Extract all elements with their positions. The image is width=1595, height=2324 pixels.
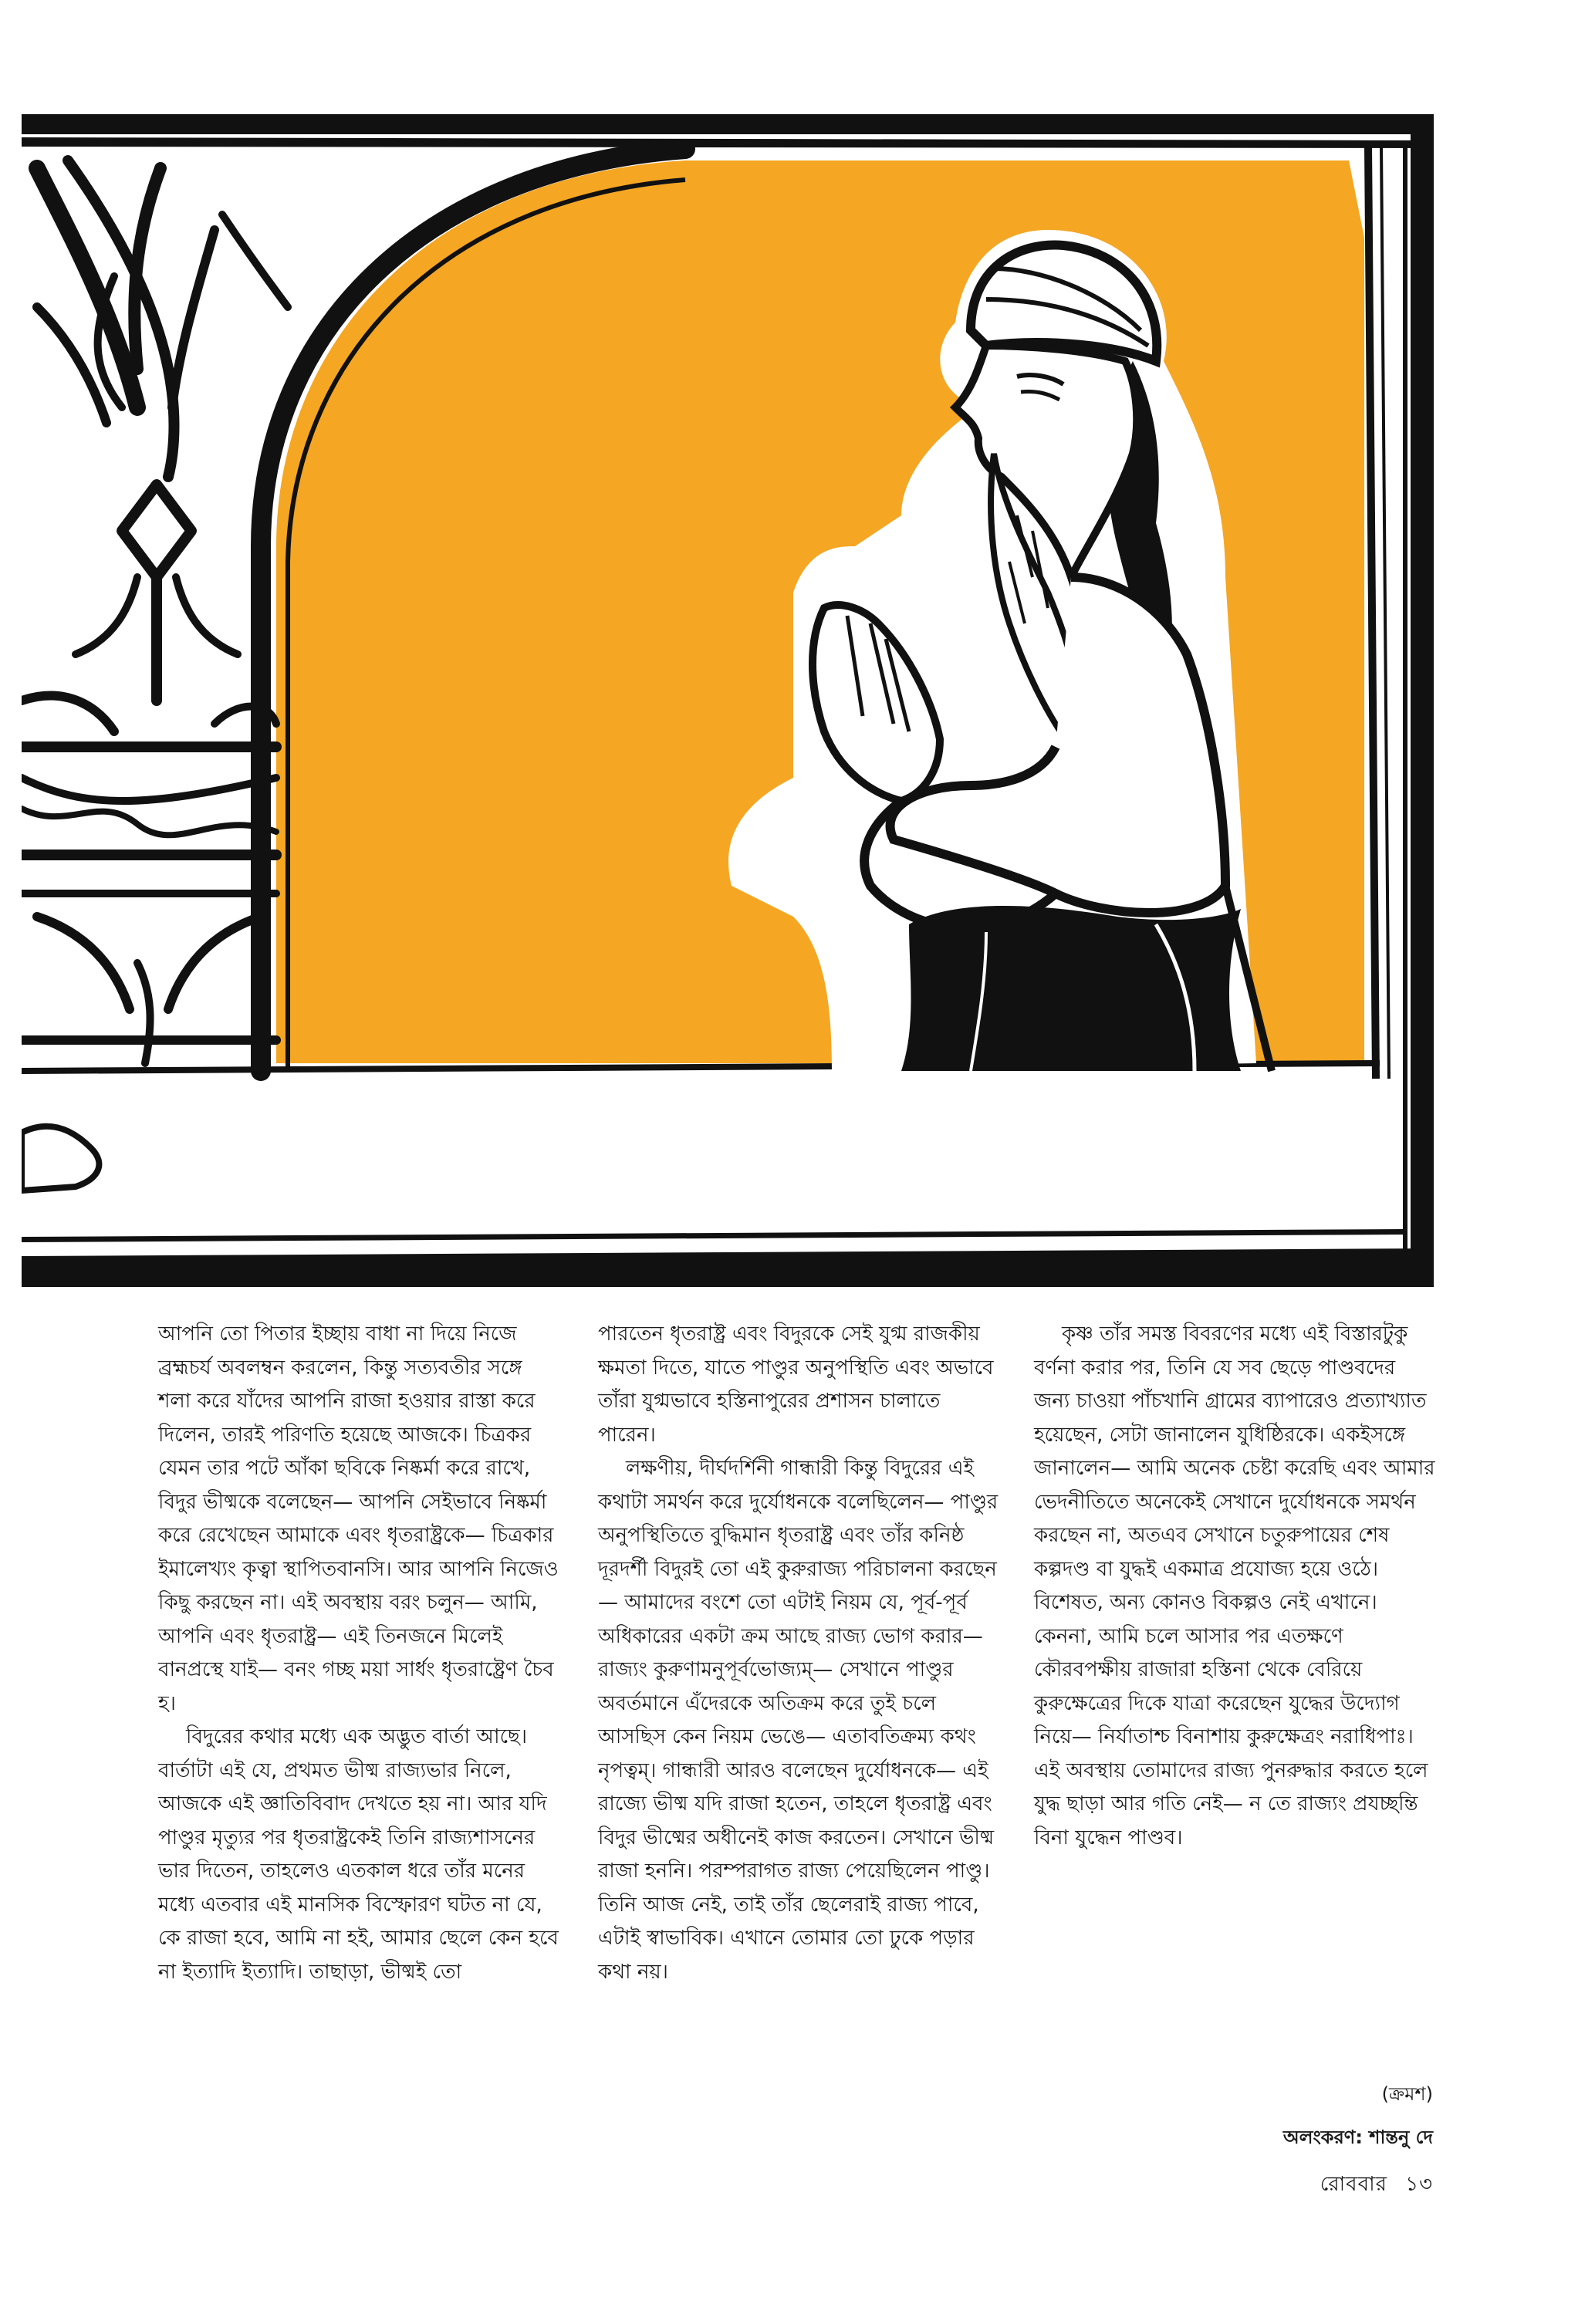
to-be-continued-note: (ক্রমশ)	[1381, 2083, 1433, 2105]
page-folio	[1320, 2171, 1433, 2197]
page-number: ১৩	[1405, 2173, 1433, 2196]
text-column-3	[1034, 1318, 1435, 1855]
paragraph: আপনি তো পিতার ইচ্ছায় বাধা না দিয়ে নিজে ব্রহ্মচর্য অবলম্বন করলেন, কিন্তু সত্যবতীর সঙ্গে শলা করে যাঁদের আপনি রাজা হওয়ার রাস্তা করে দিলেন, তারই পরিণতি হয়েছে আজকে। চিত্রকর যেমন তার পটে আঁকা ছবিকে নিষ্কর্মা করে রাখে, বিদুর ভীষ্মকে বলেছেন— আপনি সেইভাবে নিষ্কর্মা করে রেখেছেন আমাকে এবং ধৃতরাষ্ট্রকে— চিত্রকার ইমালেখ্যং কৃত্বা স্থাপিতবানসি। আর আপনি নিজেও কিছু করছেন না। এই অবস্থায় বরং চলুন— আমি, আপনি এবং ধৃতরাষ্ট্র— এই তিনজনে মিলেই বানপ্রস্থে যাই— বনং গচ্ছ ময়া সার্ধং ধৃতরাষ্ট্রেণ চৈব হ।	[158, 1322, 559, 1715]
frame-right	[1411, 114, 1434, 1287]
publication-name: রোববার	[1320, 2173, 1387, 2196]
paragraph: কৃষ্ণ তাঁর সমস্ত বিবরণের মধ্যে এই বিস্তারটুকু বর্ণনা করার পর, তিনি যে সব ছেড়ে পাণ্ডবদের জন্য চাওয়া পাঁচখানি গ্রামের ব্যাপারেও প্রত্যাখ্যাত হয়েছেন, সেটা জানালেন যুধিষ্ঠিরকে। একইসঙ্গে জানালেন— আমি অনেক চেষ্টা করেছি এবং আমার ভেদনীতিতে অনেকেই সেখানে দুর্যোধনকে সমর্থন করছেন না, অতএব সেখানে চতুরুপায়ের শেষ কল্পদণ্ড বা যুদ্ধই একমাত্র প্রযোজ্য হয়ে ওঠে। বিশেষত, অন্য কোনও বিকল্পও নেই এখানে। কেননা, আমি চলে আসার পর এতক্ষণে কৌরবপক্ষীয় রাজারা হস্তিনা থেকে বেরিয়ে কুরুক্ষেত্রের দিকে যাত্রা করেছেন যুদ্ধের উদ্যোগ নিয়ে— নির্যাতাশ্চ বিনাশায় কুরুক্ষেত্রং নরাধিপাঃ। এই অবস্থায় তোমাদের রাজ্য পুনরুদ্ধার করতে হলে যুদ্ধ ছাড়া আর গতি নেই— ন তে রাজ্যং প্রযচ্ছন্তি বিনা যুদ্ধেন পাণ্ডব।	[1034, 1322, 1435, 1849]
paragraph: লক্ষণীয়, দীর্ঘদর্শিনী গান্ধারী কিন্তু বিদুরের এই কথাটা সমর্থন করে দুর্যোধনকে বলেছিলেন— পাণ্ডুর অনুপস্থিতিতে বুদ্ধিমান ধৃতরাষ্ট্র এবং তাঁর কনিষ্ঠ দূরদর্শী বিদুরই তো এই কুরুরাজ্য পরিচালনা করছেন— আমাদের বংশে তো এটাই নিয়ম যে, পূর্ব-পূর্ব অধিকারের একটা ক্রম আছে রাজ্য ভোগ করার— রাজ্যং কুরুণামনুপূর্বভোজ্যম্— সেখানে পাণ্ডুর অবর্তমানে এঁদেরকে অতিক্রম করে তুই চলে আসছিস কেন নিয়ম ভেঙে— এতাবতিক্রম্য কথং নৃপত্বম্। গান্ধারী আরও বলেছেন দুর্যোধনকে— এই রাজ্যে ভীষ্ম যদি রাজা হতেন, তাহলে ধৃতরাষ্ট্র এবং বিদুর ভীষ্মের অধীনেই কাজ করতেন। সেখানে ভীষ্ম রাজা হননি। পরম্পরাগত রাজ্য পেয়েছিলেন পাণ্ডু। তিনি আজ নেই, তাই তাঁর ছেলেরাই রাজ্য পাবে, এটাই স্বাভাবিক। এখানে তোমার তো ঢুকে পড়ার কথা নয়।	[598, 1457, 999, 1984]
dhoti	[901, 906, 1241, 1071]
text-column-1	[158, 1318, 559, 1989]
paragraph: পারতেন ধৃতরাষ্ট্র এবং বিদুরকে সেই যুগ্ম রাজকীয় ক্ষমতা দিতে, যাতে পাণ্ডুর অনুপস্থিতি এবং অভাবে তাঁরা যুগ্মভাবে হস্তিনাপুরের প্রশাসন চালাতে পারেন।	[598, 1322, 994, 1447]
illustration	[22, 114, 1434, 1287]
illustration-svg	[22, 114, 1434, 1287]
frame-top	[22, 114, 1434, 134]
illustration-credit: অলংকরণ: শান্তনু দে	[1282, 2126, 1433, 2148]
paragraph: বিদুরের কথার মধ্যে এক অদ্ভুত বার্তা আছে। বার্তাটা এই যে, প্রথমত ভীষ্ম রাজ্যভার নিলে, আজকে এই জ্ঞাতিবিবাদ দেখতে হয় না। আর যদি পাণ্ডুর মৃত্যুর পর ধৃতরাষ্ট্রকেই তিনি রাজ্যশাসনের ভার দিতেন, তাহলেও এতকাল ধরে তাঁর মনের মধ্যে এতবার এই মানসিক বিস্ফোরণ ঘটত না যে, কে রাজা হবে, আমি না হই, আমার ছেলে কেন হবে না ইত্যাদি ইত্যাদি। তাছাড়া, ভীষ্মই তো	[158, 1725, 559, 1984]
text-column-2	[598, 1318, 999, 1989]
